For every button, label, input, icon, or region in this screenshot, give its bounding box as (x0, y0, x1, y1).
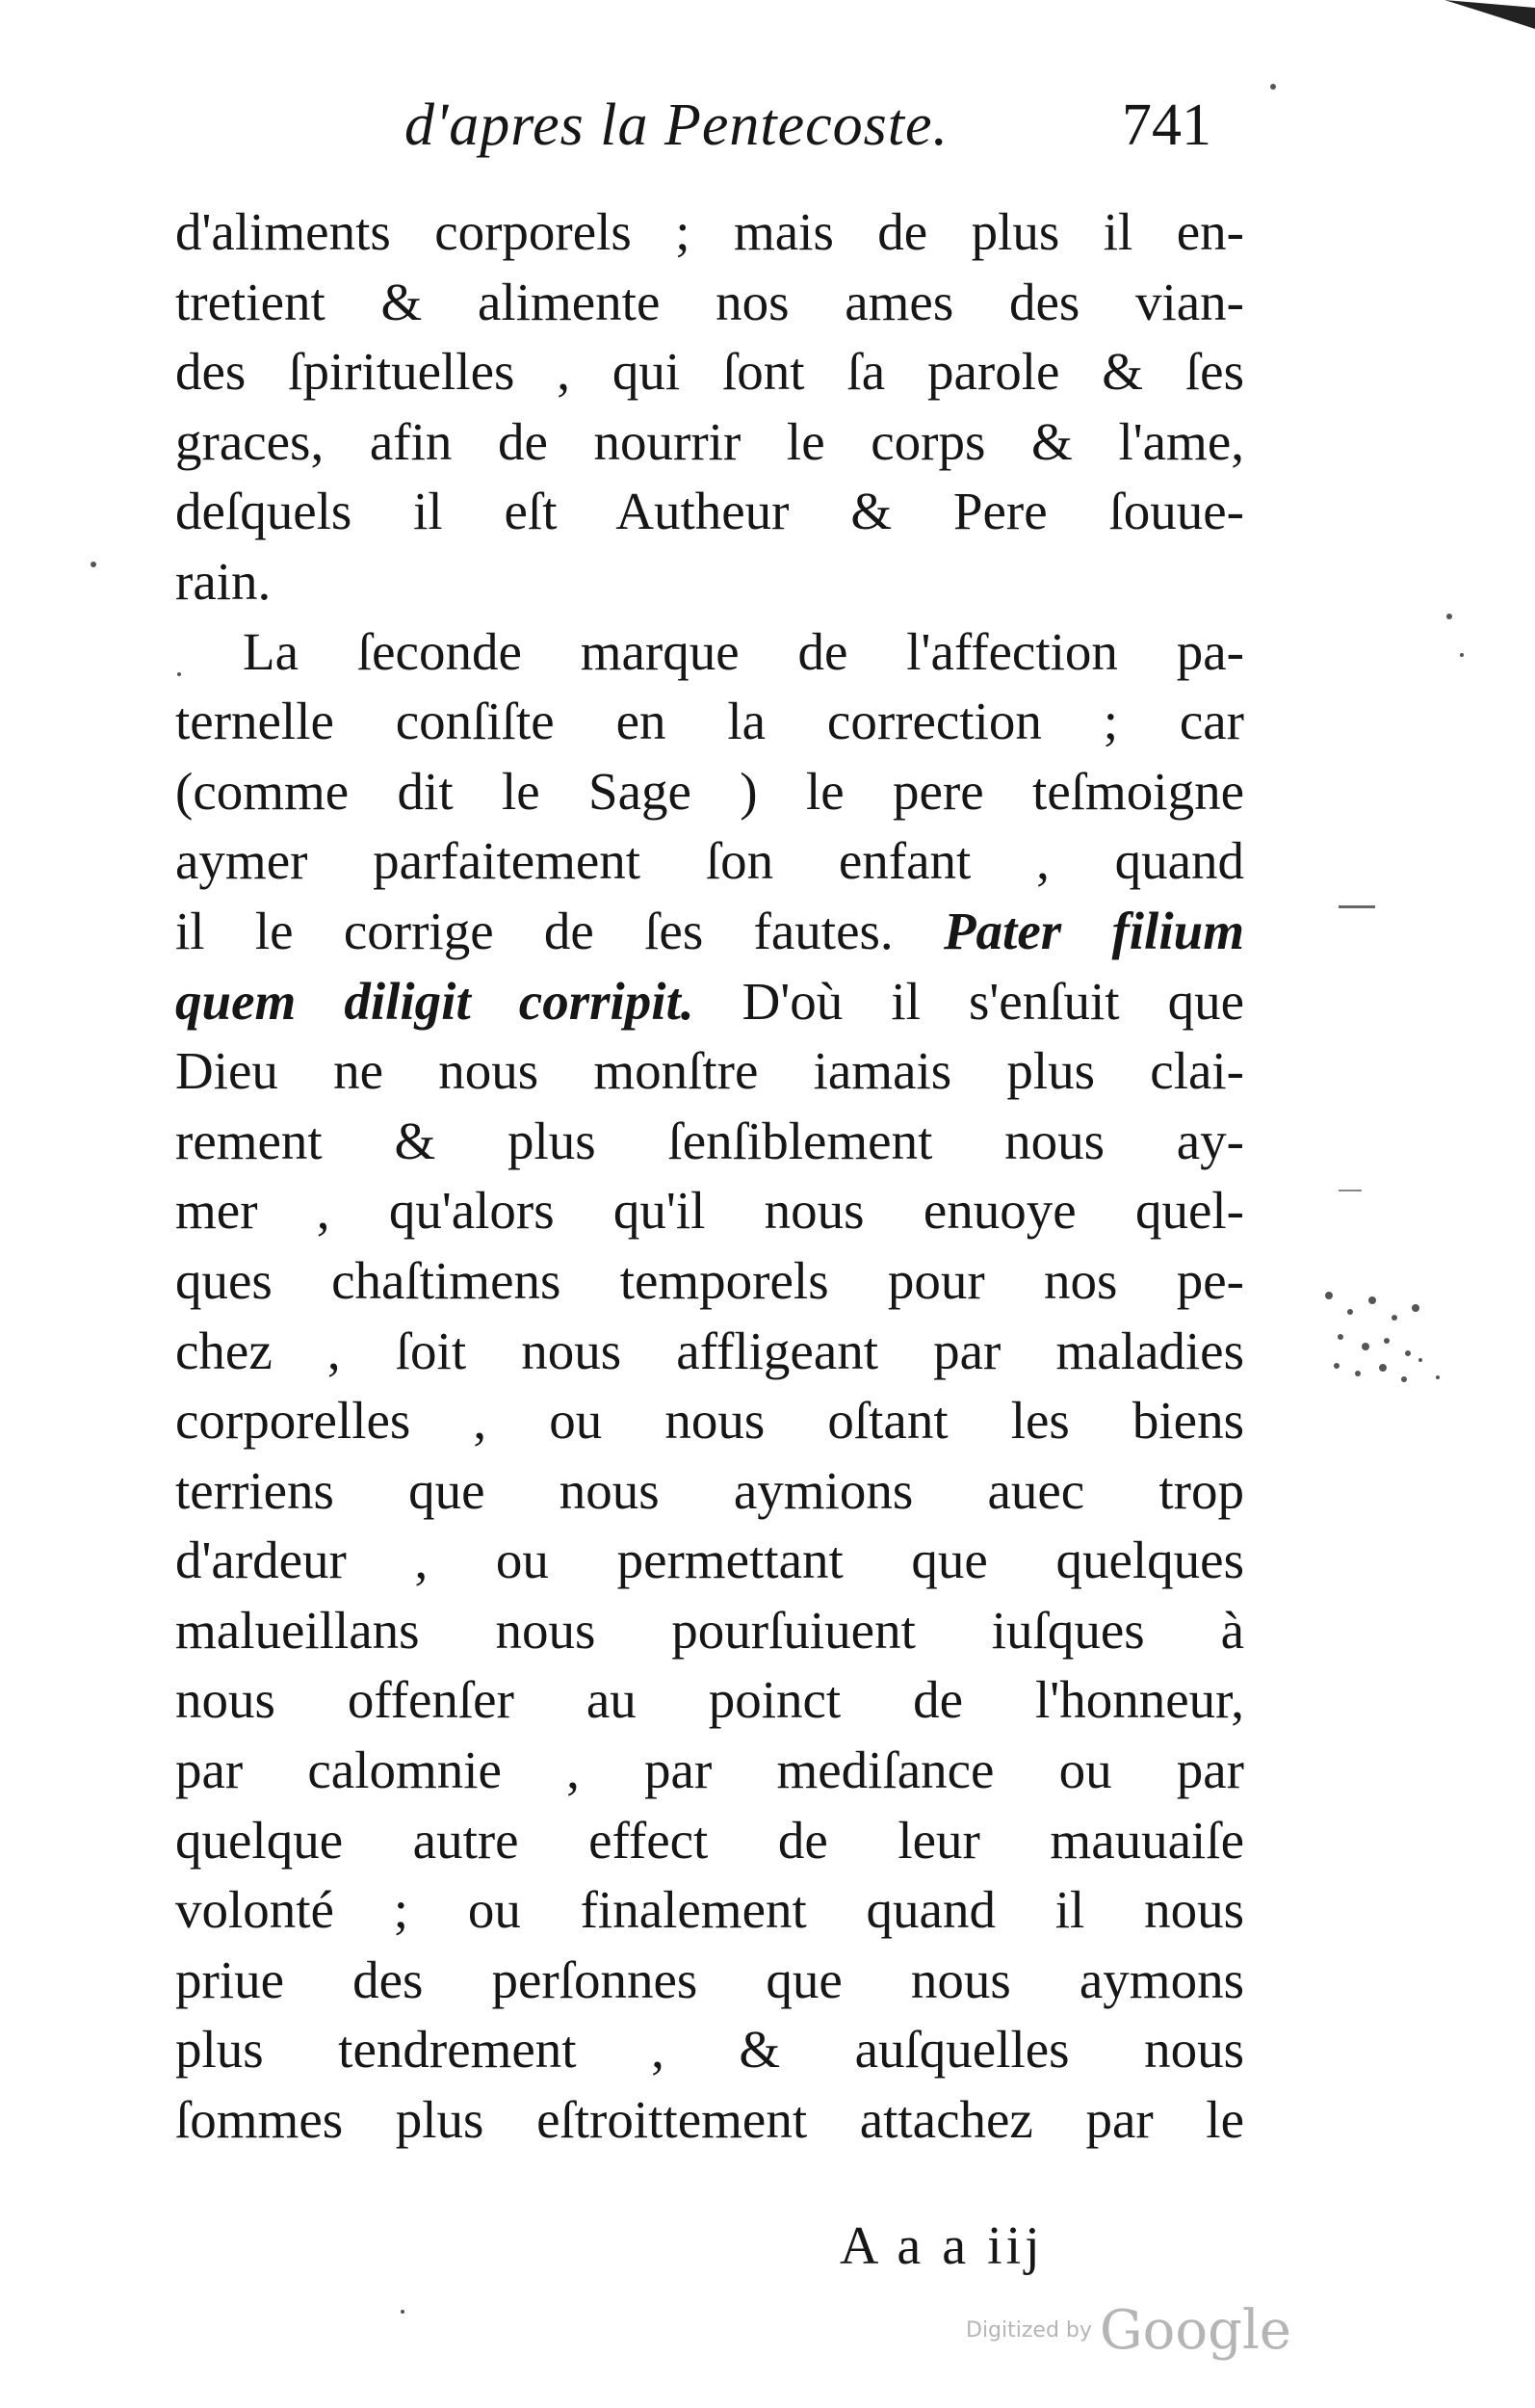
text-line-tail: D'où il s'enſuit que (741, 971, 1245, 1031)
signature-mark: A a a iij (840, 2216, 1044, 2276)
watermark-brand: Google (1099, 2299, 1291, 2362)
text-line: aymer parfaitement ſon enfant , quand (175, 831, 1244, 891)
text-line: La ſeconde marque de l'affection pa- (243, 621, 1244, 681)
latin-quote-start: Pater filium (943, 901, 1244, 960)
text-line: nous offenſer au poinct de l'honneur, (175, 1670, 1244, 1730)
digitization-watermark (966, 2299, 1291, 2362)
text-line: quelque autre effect de leur mauuaiſe (175, 1810, 1244, 1870)
text-line: priue des perſonnes que nous aymons (175, 1950, 1244, 2009)
text-line: Dieu ne nous monſtre iamais plus clai- (175, 1041, 1244, 1101)
text-line: ſommes plus eſtroittement attachez par le (175, 2090, 1244, 2150)
text-line: rement & plus ſenſiblement nous ay- (175, 1111, 1244, 1170)
body-text (175, 197, 1244, 2156)
text-line: d'aliments corporels ; mais de plus il en- (175, 202, 1244, 261)
text-line: deſquels il eſt Autheur & Pere ſouue- (175, 482, 1244, 541)
corner-smudge (1444, 0, 1535, 29)
watermark-prefix: Digitized by (966, 2318, 1092, 2343)
running-title: d'apres la Pentecoste. (404, 92, 949, 158)
text-line: ternelle conſiſte en la correction ; car (175, 692, 1244, 751)
text-line: chez , ſoit nous affligeant par maladies (175, 1321, 1244, 1380)
text-line: des ſpirituelles , qui ſont ſa parole & ſes (175, 342, 1244, 402)
page-number: 741 (1122, 92, 1211, 158)
text-line: tretient & alimente nos ames des vian- (175, 272, 1244, 331)
text-line: rain. (175, 551, 272, 611)
page-header (404, 92, 1271, 178)
text-line: volonté ; ou finalement quand il nous (175, 1880, 1244, 1940)
text-line: ques chaſtimens temporels pour nos pe- (175, 1250, 1244, 1310)
latin-quote-end: quem diligit corripit. (175, 971, 694, 1031)
text-line: terriens que nous aymions auec trop (175, 1460, 1244, 1520)
text-line-head: il le corrige de ſes fautes. (175, 901, 894, 960)
text-line: plus tendrement , & auſquelles nous (175, 2020, 1244, 2080)
text-line: d'ardeur , ou permettant que quelques (175, 1531, 1244, 1590)
text-line-with-latin (175, 967, 1244, 1037)
text-line: graces, afin de nourrir le corps & l'ame, (175, 411, 1244, 471)
text-line: (comme dit le Sage ) le pere teſmoigne (175, 761, 1244, 821)
text-line-with-latin (175, 897, 1244, 967)
text-line: corporelles , ou nous oſtant les biens (175, 1391, 1244, 1451)
text-line: mer , qu'alors qu'il nous enuoye quel- (175, 1181, 1244, 1241)
text-line: par calomnie , par mediſance ou par (175, 1741, 1244, 1800)
text-line: malueillans nous pourſuiuent iuſques à (175, 1600, 1244, 1660)
